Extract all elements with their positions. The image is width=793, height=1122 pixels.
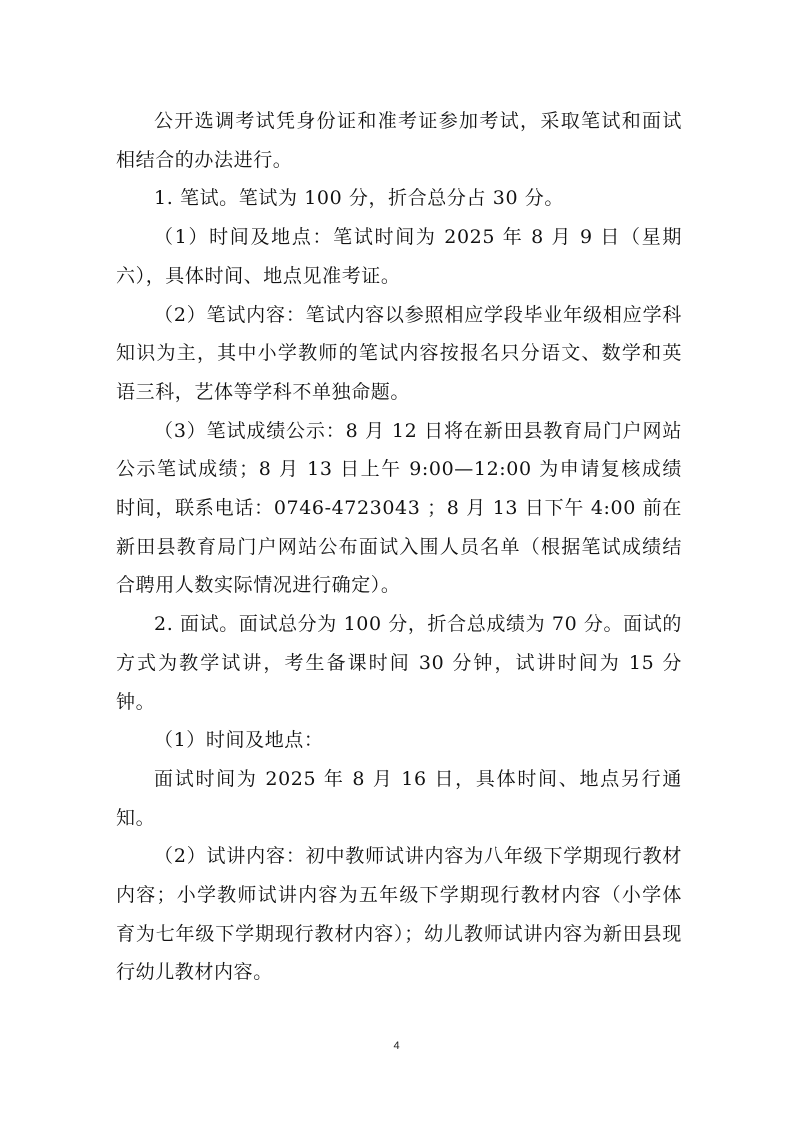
page-number: 4 — [393, 1040, 400, 1052]
paragraph-written-exam: 1. 笔试。笔试为 100 分，折合总分占 30 分。 — [154, 187, 564, 210]
paragraph-lecture-content: （2）试讲内容：初中教师试讲内容为八年级下学期现行教材内容；小学教师试讲内容为五年级下学期现行教材内容（小学体育为七年级下学期现行教材内容）；幼儿教师试讲内容为新田县现行幼儿教材内容。 — [116, 845, 682, 984]
paragraph-written-results: （3）笔试成绩公示：8 月 12 日将在新田县教育局门户网站公示笔试成绩；8 月 13 日上午 9:00—12:00 为申请复核成绩时间，联系电话：0746-4723043 ；8 月 13 日下午 4:00 前在新田县教育局门户网站公布面试入围人员名单（根据笔试成绩结合聘用人数实际情况进行确定）。 — [116, 419, 682, 597]
paragraph-interview-time-place: （1）时间及地点： — [154, 729, 324, 752]
paragraph-interview: 2. 面试。面试总分为 100 分，折合总成绩为 70 分。面试的方式为教学试讲，考生备课时间 30 分钟，试讲时间为 15 分钟。 — [116, 613, 682, 713]
paragraph-written-content: （2）笔试内容：笔试内容以参照相应学段毕业年级相应学科知识为主，其中小学教师的笔试内容按报名只分语文、数学和英语三科，艺体等学科不单独命题。 — [116, 303, 682, 403]
paragraph-interview-date: 面试时间为 2025 年 8 月 16 日，具体时间、地点另行通知。 — [116, 767, 682, 829]
paragraph-exam-method: 公开选调考试凭身份证和准考证参加考试，采取笔试和面试相结合的办法进行。 — [116, 110, 682, 171]
paragraph-written-time-place: （1）时间及地点：笔试时间为 2025 年 8 月 9 日（星期六），具体时间、地点见准考证。 — [116, 226, 682, 287]
document-body — [116, 102, 682, 992]
